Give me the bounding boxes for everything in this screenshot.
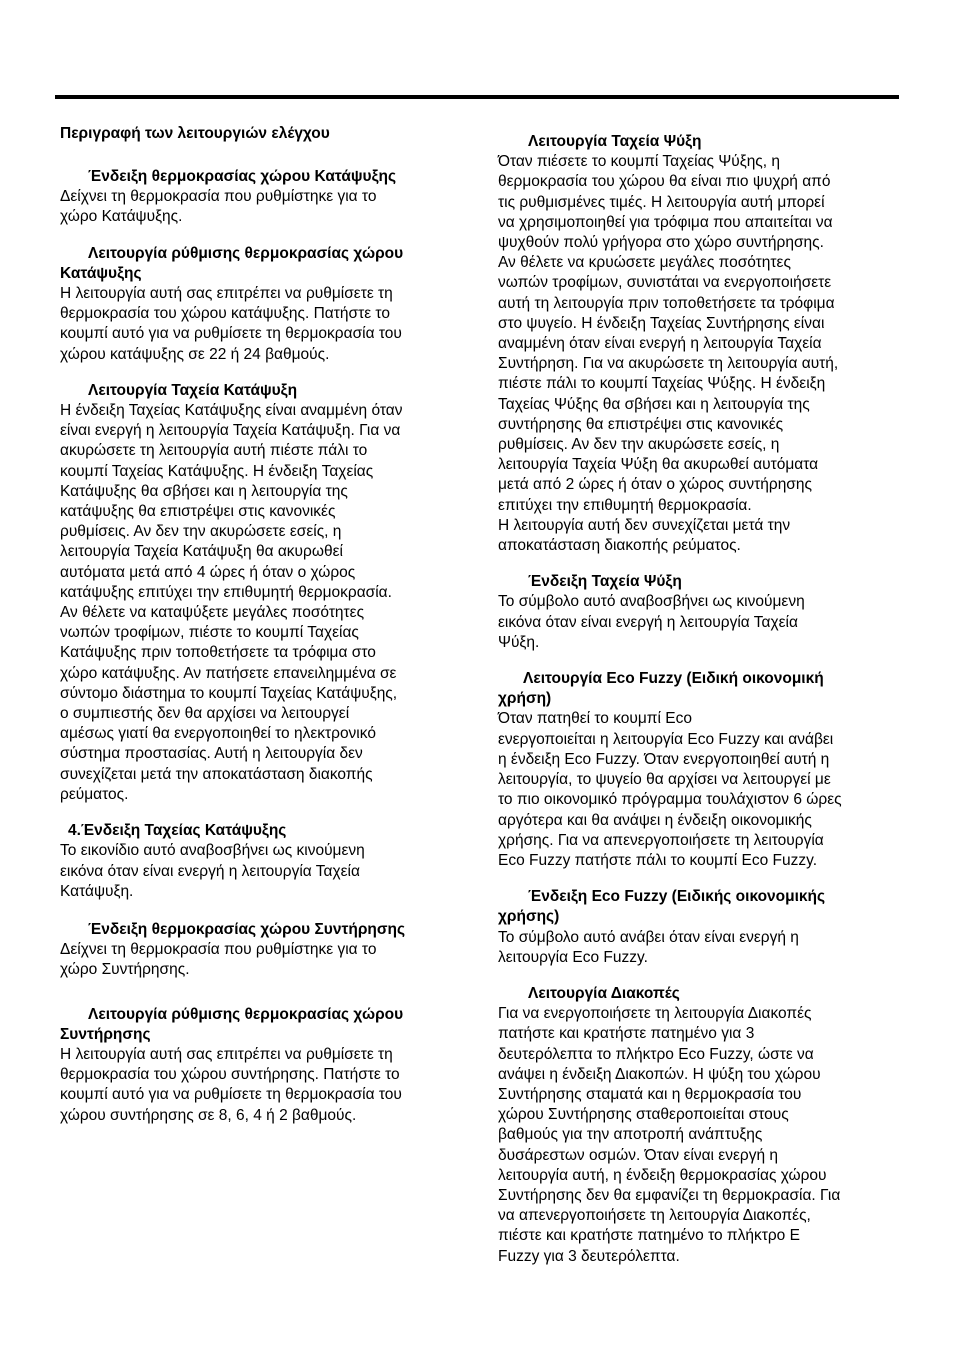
section-quick-cool-indicator [498, 572, 898, 653]
section-body: Η λειτουργία αυτή σας επιτρέπει να ρυθμίσετε τη θερμοκρασία του χώρου κατάψυξης. Πατήστε το κουμπί αυτό για να ρυθμίσετε τη θερμοκρασία του χώρου κατάψυξης σε 22 ή 24 βαθμούς. [60, 285, 402, 363]
right-column [498, 132, 898, 1283]
section-body: Όταν πιέσετε το κουμπί Ταχείας Ψύξης, η θερμοκρασία του χώρου θα είναι πιο ψυχρή από τις ρυθμισμένες τιμές. Η λειτουργία αυτή μπορεί να χρησιμοποιηθεί για τρόφιμα που απαιτείται να ψυχθούν πολύ γρήγορα στο χώρο συντήρησης. Αν θέλετε να κρυώσετε μεγάλες ποσότητες νωπών τροφίμων, συνιστάται να ενεργοποιήσετε αυτή τη λειτουργία πριν τοποθετήσετε τα τρόφιμα στο ψυγείο. Η ένδειξη Ταχείας Συντήρησης είναι αναμμένη όταν είναι ενεργή η λειτουργία Ταχεία Συντήρηση. Για να ακυρώσετε τη λειτουργία αυτή, πιέστε πάλι το κουμπί Ταχείας Ψύξης. Η ένδειξη Ταχείας Ψύξης θα σβήσει και η λειτουργία της συντήρησης θα επιστρέψει στις κανονικές ρυθμίσεις. Αν δεν την ακυρώσετε εσείς, η λειτουργία Ταχεία Ψύξη θα ακυρωθεί αυτόματα μετά από 2 ώρες ή όταν ο χώρος συντήρησης επιτύχει την επιθυμητή θερμοκρασία. Η λειτουργία αυτή δεν συνεχίζεται μετά την αποκατάσταση διακοπής ρεύματος. [498, 153, 839, 555]
section-fridge-temp-indicator [60, 920, 458, 981]
section-title: Λειτουργία Eco Fuzzy (Ειδική οικονομική χρήση) [498, 670, 824, 708]
header-rule [55, 95, 899, 99]
section-body: Το εικονίδιο αυτό αναβοσβήνει ως κινούμενη εικόνα όταν είναι ενεργή η λειτουργία Ταχεία Κατάψυξη. [60, 842, 365, 900]
section-body: Δείχνει τη θερμοκρασία που ρυθμίστηκε για το χώρο Συντήρησης. [60, 941, 377, 979]
section-title: Λειτουργία Ταχεία Ψύξη [528, 133, 702, 150]
page-title: Περιγραφή των λειτουργιών ελέγχου [60, 125, 330, 142]
section-quick-freeze [60, 381, 458, 805]
section-title: Ένδειξη θερμοκρασίας χώρου Συντήρησης [88, 920, 406, 938]
section-body: Η ένδειξη Ταχείας Κατάψυξης είναι αναμμένη όταν είναι ενεργή η λειτουργία Ταχεία Κατάψυξη. Για να ακυρώσετε τη λειτουργία αυτή πιέστε πάλι το κουμπί Ταχείας Κατάψυξης. Η ένδειξη Ταχείας Κατάψυξης θα σβήσει και η λειτουργία της κατάψυξης θα επιστρέψει στις κανονικές ρυθμίσεις. Αν δεν την ακυρώσετε εσείς, η λειτουργία Ταχεία Κατάψυξη θα ακυρωθεί αυτόματα μετά από 4 ώρες ή όταν ο χώρος κατάψυξης επιτύχει την επιθυμητή θερμοκρασία. Αν θέλετε να καταψύξετε μεγάλες ποσότητες νωπών τροφίμων, πιέστε το κουμπί Ταχείας Κατάψυξης πριν τοποθετήσετε τα τρόφιμα στο χώρο κατάψυξης. Αν πατήσετε επανειλημμένα σε σύντομο διάστημα το κουμπί Ταχείας Κατάψυξης, ο συμπιεστής δεν θα αρχίσει να λειτουργεί αμέσως γιατί θα ενεργοποιηθεί το ηλεκτρονικό σύστημα προστασίας. Αυτή η λειτουργία δεν συνεχίζεται μετά την αποκατάσταση διακοπής ρεύματος. [60, 402, 403, 803]
section-freezer-temp-indicator [60, 167, 458, 228]
section-holiday [498, 984, 898, 1267]
section-body: Το σύμβολο αυτό ανάβει όταν είναι ενεργή η λειτουργία Eco Fuzzy. [498, 928, 799, 966]
section-title: Ένδειξη Ταχεία Ψύξη [528, 573, 682, 591]
section-freezer-temp-setting [60, 244, 458, 365]
section-fridge-temp-setting [60, 1005, 458, 1126]
section-body: Όταν πατηθεί το κουμπί Eco ενεργοποιείται η λειτουργία Eco Fuzzy και ανάβει η ένδειξη Eco Fuzzy. Όταν ενεργοποιηθεί αυτή η λειτουργία, το ψυγείο θα αρχίσει να λειτουργεί με το πιο οικονομικό πρόγραμμα τουλάχιστον 6 ώρες αργότερα και θα ανάψει η ένδειξη οικονομικής χρήσης. Για να απενεργοποιήσετε τη λειτουργία Eco Fuzzy πατήστε πάλι το κουμπί Eco Fuzzy. [498, 710, 842, 869]
section-body: Δείχνει τη θερμοκρασία που ρυθμίστηκε για το χώρο Κατάψυξης. [60, 188, 377, 226]
section-title: Λειτουργία ρύθμισης θερμοκρασίας χώρου Κατάψυξης [60, 244, 404, 282]
section-quick-cool [498, 132, 898, 556]
section-title: Λειτουργία Ταχεία Κατάψυξη [88, 381, 298, 399]
section-body: Για να ενεργοποιήσετε τη λειτουργία Διακοπές πατήστε και κρατήστε πατημένο για 3 δευτερόλεπτα το πλήκτρο Eco Fuzzy, ώστε να ανάψει η ένδειξη Διακοπών. Η ψύξη του χώρου Συντήρησης σταματά και η θερμοκρασία του χώρου Συντήρησης σταθεροποιείται στους βαθμούς για την αποτροπή ανάπτυξης δυσάρεστων οσμών. Όταν είναι ενεργή η λειτουργία αυτή, η ένδειξη θερμοκρασίας χώρου Συντήρησης δεν θα εμφανίζει τη θερμοκρασία. Για να απενεργοποιήσετε τη λειτουργία Διακοπές, πιέστε και κρατήστε πατημένο το πλήκτρο E Fuzzy για 3 δευτερόλεπτα. [498, 1005, 841, 1265]
section-eco-fuzzy-indicator [498, 887, 898, 968]
section-quick-freeze-indicator [60, 821, 458, 902]
left-column [60, 124, 458, 1142]
section-title: Ένδειξη Eco Fuzzy (Ειδικής οικονομικής χρήσης) [498, 888, 826, 926]
section-eco-fuzzy [498, 669, 898, 871]
section-title: Λειτουργία ρύθμισης θερμοκρασίας χώρου Συντήρησης [60, 1005, 404, 1043]
section-title: Ένδειξη θερμοκρασίας χώρου Κατάψυξης [88, 168, 397, 185]
section-title: 4.Ένδειξη Ταχείας Κατάψυξης [68, 822, 287, 840]
section-body: Το σύμβολο αυτό αναβοσβήνει ως κινούμενη εικόνα όταν είναι ενεργή η λειτουργία Ταχεία Ψύξη. [498, 593, 805, 651]
section-body: Η λειτουργία αυτή σας επιτρέπει να ρυθμίσετε τη θερμοκρασία του χώρου συντήρησης. Πατήστε το κουμπί αυτό για να ρυθμίσετε τη θερμοκρασία του χώρου συντήρησης σε 8, 6, 4 ή 2 βαθμούς. [60, 1045, 402, 1124]
section-title: Λειτουργία Διακοπές [528, 984, 680, 1002]
